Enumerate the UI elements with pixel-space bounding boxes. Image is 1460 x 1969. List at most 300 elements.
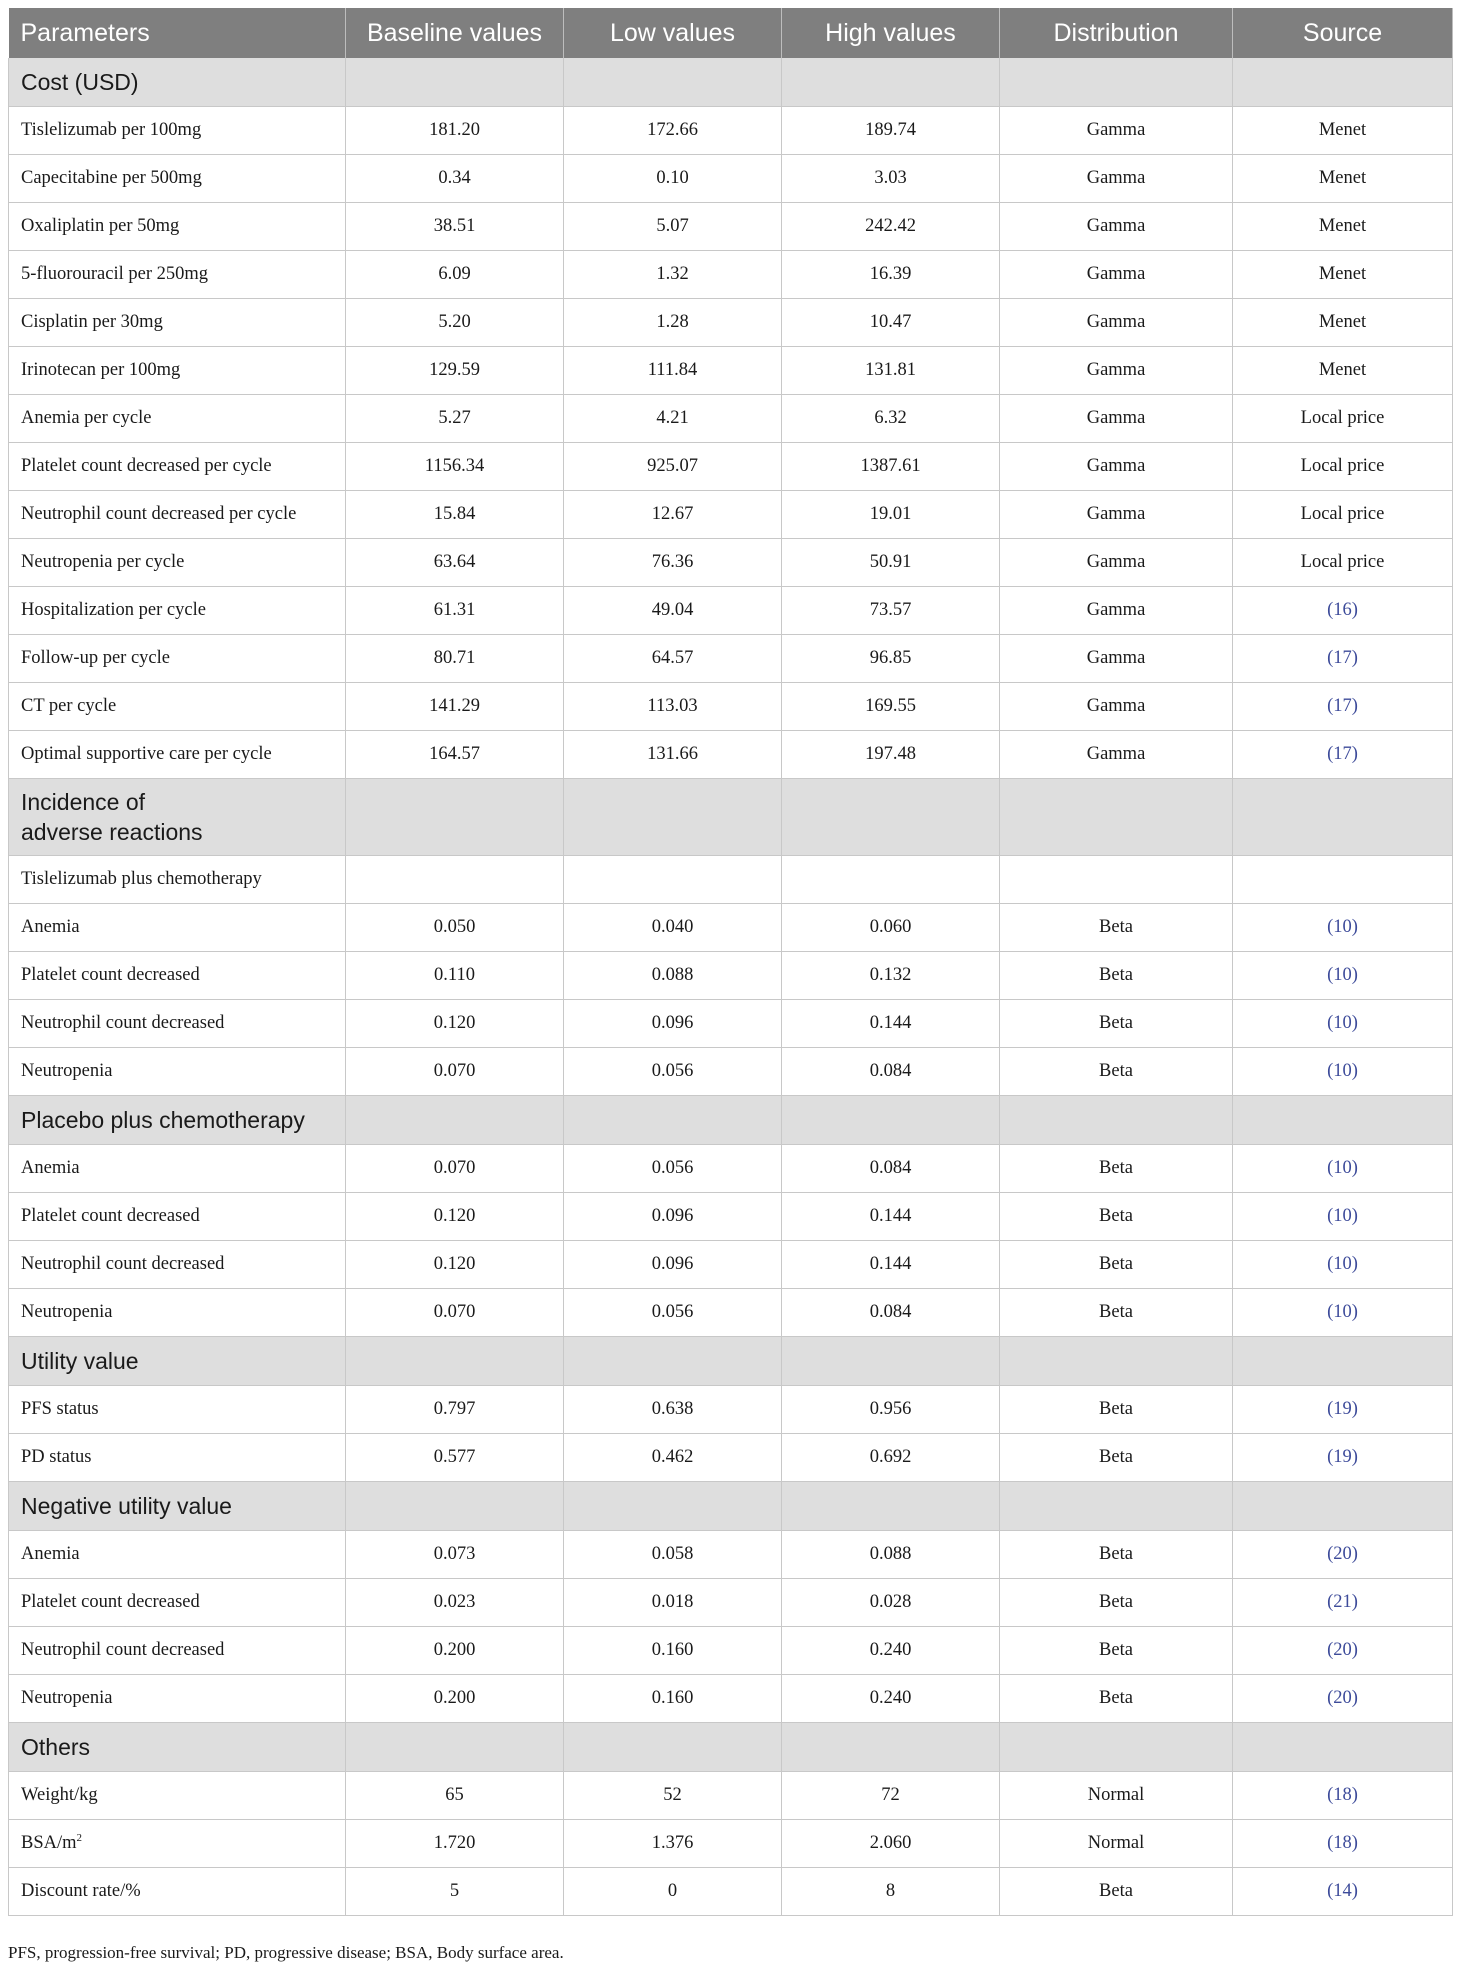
baseline-cell: 0.120 (346, 1000, 564, 1048)
empty-cell (1233, 1337, 1453, 1386)
distribution-cell: Beta (1000, 1531, 1233, 1579)
empty-cell (564, 1482, 782, 1531)
source-reference-link: (20) (1233, 1675, 1453, 1723)
parameter-cell (9, 904, 346, 952)
source-cell: Local price (1233, 539, 1453, 587)
empty-cell (1233, 1482, 1453, 1531)
section-label-line: adverse reactions (21, 819, 203, 845)
low-cell: 0.088 (564, 952, 782, 1000)
baseline-cell: 0.023 (346, 1579, 564, 1627)
baseline-cell: 0.120 (346, 1241, 564, 1289)
parameter-cell (9, 1531, 346, 1579)
low-cell: 0.040 (564, 904, 782, 952)
parameter-cell (9, 443, 346, 491)
table-row (9, 904, 1453, 952)
baseline-cell: 0.110 (346, 952, 564, 1000)
section-label-line: Incidence of (21, 789, 146, 815)
parameter-cell (9, 635, 346, 683)
source-reference-link: (14) (1233, 1868, 1453, 1916)
high-cell: 0.084 (782, 1289, 1000, 1337)
source-reference-link: (16) (1233, 587, 1453, 635)
high-cell: 0.144 (782, 1241, 1000, 1289)
empty-cell (564, 779, 782, 856)
empty-cell (346, 1337, 564, 1386)
table-row (9, 395, 1453, 443)
low-cell: 0.160 (564, 1675, 782, 1723)
table-row (9, 1193, 1453, 1241)
parameter-text: Neutropenia per cycle (21, 552, 185, 572)
high-cell: 131.81 (782, 347, 1000, 395)
empty-cell (1000, 1337, 1233, 1386)
low-cell: 64.57 (564, 635, 782, 683)
source-reference-link: (18) (1233, 1772, 1453, 1820)
high-cell: 73.57 (782, 587, 1000, 635)
header-source: Source (1233, 8, 1453, 58)
section-label: Negative utility value (9, 1482, 346, 1531)
section-label (9, 779, 346, 856)
parameter-text: Capecitabine per 500mg (21, 168, 202, 188)
high-cell: 10.47 (782, 299, 1000, 347)
low-cell: 0.160 (564, 1627, 782, 1675)
parameter-text: Anemia per cycle (21, 408, 152, 428)
distribution-cell: Gamma (1000, 347, 1233, 395)
table-row (9, 1820, 1453, 1868)
parameter-text: Irinotecan per 100mg (21, 360, 181, 380)
high-cell: 8 (782, 1868, 1000, 1916)
distribution-cell: Beta (1000, 1868, 1233, 1916)
low-cell: 0.056 (564, 1289, 782, 1337)
source-cell: Local price (1233, 443, 1453, 491)
parameter-cell (9, 539, 346, 587)
empty-cell (346, 1096, 564, 1145)
table-row (9, 347, 1453, 395)
high-cell: 242.42 (782, 203, 1000, 251)
parameter-cell (9, 251, 346, 299)
parameter-cell (9, 1434, 346, 1482)
parameter-text: Neutropenia (21, 1302, 113, 1322)
table-row (9, 1868, 1453, 1916)
baseline-cell: 61.31 (346, 587, 564, 635)
distribution-cell: Beta (1000, 1289, 1233, 1337)
table-row (9, 587, 1453, 635)
distribution-cell: Normal (1000, 1820, 1233, 1868)
table-row (9, 539, 1453, 587)
distribution-cell: Normal (1000, 1772, 1233, 1820)
high-cell: 96.85 (782, 635, 1000, 683)
header-baseline: Baseline values (346, 8, 564, 58)
subheader-label: Tislelizumab plus chemotherapy (9, 856, 346, 904)
high-cell: 6.32 (782, 395, 1000, 443)
distribution-cell: Gamma (1000, 395, 1233, 443)
empty-cell (782, 779, 1000, 856)
source-reference-link: (10) (1233, 1000, 1453, 1048)
baseline-cell: 63.64 (346, 539, 564, 587)
parameter-text: Follow-up per cycle (21, 648, 170, 668)
empty-cell (346, 856, 564, 904)
source-cell: Menet (1233, 251, 1453, 299)
low-cell: 113.03 (564, 683, 782, 731)
parameter-text: Neutropenia (21, 1061, 113, 1081)
high-cell: 0.240 (782, 1627, 1000, 1675)
parameter-cell (9, 347, 346, 395)
low-cell: 0.462 (564, 1434, 782, 1482)
baseline-cell: 0.050 (346, 904, 564, 952)
distribution-cell: Gamma (1000, 203, 1233, 251)
empty-cell (564, 1337, 782, 1386)
high-cell: 0.240 (782, 1675, 1000, 1723)
parameter-cell (9, 299, 346, 347)
parameter-text: 5-fluorouracil per 250mg (21, 264, 208, 284)
parameter-text: Cisplatin per 30mg (21, 312, 163, 332)
table-row (9, 1675, 1453, 1723)
table-row (9, 155, 1453, 203)
baseline-cell: 0.120 (346, 1193, 564, 1241)
source-reference-link: (21) (1233, 1579, 1453, 1627)
parameter-cell (9, 1579, 346, 1627)
empty-cell (782, 1096, 1000, 1145)
low-cell: 49.04 (564, 587, 782, 635)
baseline-cell: 0.577 (346, 1434, 564, 1482)
low-cell: 0.056 (564, 1048, 782, 1096)
parameter-text: Tislelizumab per 100mg (21, 120, 202, 140)
parameter-cell (9, 587, 346, 635)
low-cell: 5.07 (564, 203, 782, 251)
parameter-cell (9, 731, 346, 779)
source-reference-link: (20) (1233, 1531, 1453, 1579)
empty-cell (1233, 1723, 1453, 1772)
low-cell: 111.84 (564, 347, 782, 395)
section-header-row (9, 1337, 1453, 1386)
empty-cell (564, 1723, 782, 1772)
high-cell: 189.74 (782, 107, 1000, 155)
parameter-cell (9, 107, 346, 155)
high-cell: 197.48 (782, 731, 1000, 779)
table-row (9, 1434, 1453, 1482)
parameter-cell (9, 683, 346, 731)
empty-cell (1000, 58, 1233, 107)
parameter-cell (9, 1048, 346, 1096)
high-cell: 72 (782, 1772, 1000, 1820)
section-header-row (9, 1482, 1453, 1531)
baseline-cell: 1.720 (346, 1820, 564, 1868)
parameter-superscript: 2 (76, 1831, 83, 1844)
parameter-cell (9, 1772, 346, 1820)
subheader-row (9, 856, 1453, 904)
parameter-text: Neutrophil count decreased (21, 1013, 225, 1033)
distribution-cell: Gamma (1000, 731, 1233, 779)
baseline-cell: 0.070 (346, 1048, 564, 1096)
high-cell: 0.060 (782, 904, 1000, 952)
distribution-cell: Beta (1000, 1386, 1233, 1434)
empty-cell (1233, 856, 1453, 904)
baseline-cell: 141.29 (346, 683, 564, 731)
baseline-cell: 0.070 (346, 1145, 564, 1193)
low-cell: 925.07 (564, 443, 782, 491)
parameter-text: Neutrophil count decreased (21, 1254, 225, 1274)
source-reference-link: (10) (1233, 904, 1453, 952)
parameter-text: Optimal supportive care per cycle (21, 744, 272, 764)
high-cell: 0.956 (782, 1386, 1000, 1434)
section-label: Placebo plus chemotherapy (9, 1096, 346, 1145)
parameter-cell (9, 1241, 346, 1289)
section-label: Cost (USD) (9, 58, 346, 107)
parameter-cell (9, 1386, 346, 1434)
source-reference-link: (19) (1233, 1386, 1453, 1434)
parameter-text: Anemia (21, 917, 80, 937)
parameter-text: Anemia (21, 1544, 80, 1564)
source-cell: Menet (1233, 107, 1453, 155)
distribution-cell: Beta (1000, 1675, 1233, 1723)
parameter-text: Platelet count decreased (21, 1592, 200, 1612)
table-row (9, 1048, 1453, 1096)
empty-cell (346, 58, 564, 107)
parameter-cell (9, 203, 346, 251)
baseline-cell: 1156.34 (346, 443, 564, 491)
parameter-text: Platelet count decreased (21, 965, 200, 985)
source-cell: Menet (1233, 203, 1453, 251)
distribution-cell: Beta (1000, 1579, 1233, 1627)
source-reference-link: (18) (1233, 1820, 1453, 1868)
baseline-cell: 164.57 (346, 731, 564, 779)
distribution-cell: Gamma (1000, 635, 1233, 683)
parameters-table (8, 8, 1453, 1916)
header-low: Low values (564, 8, 782, 58)
table-row (9, 1627, 1453, 1675)
high-cell: 1387.61 (782, 443, 1000, 491)
high-cell: 0.088 (782, 1531, 1000, 1579)
parameter-cell (9, 491, 346, 539)
baseline-cell: 5 (346, 1868, 564, 1916)
low-cell: 1.28 (564, 299, 782, 347)
parameter-cell (9, 1145, 346, 1193)
baseline-cell: 0.200 (346, 1675, 564, 1723)
section-header-row (9, 779, 1453, 856)
distribution-cell: Beta (1000, 1048, 1233, 1096)
high-cell: 0.144 (782, 1000, 1000, 1048)
source-reference-link: (10) (1233, 1048, 1453, 1096)
distribution-cell: Gamma (1000, 683, 1233, 731)
high-cell: 2.060 (782, 1820, 1000, 1868)
high-cell: 0.084 (782, 1048, 1000, 1096)
parameter-cell (9, 1000, 346, 1048)
high-cell: 0.084 (782, 1145, 1000, 1193)
parameter-cell (9, 395, 346, 443)
source-cell: Local price (1233, 395, 1453, 443)
baseline-cell: 0.200 (346, 1627, 564, 1675)
baseline-cell: 80.71 (346, 635, 564, 683)
source-reference-link: (17) (1233, 731, 1453, 779)
empty-cell (782, 58, 1000, 107)
distribution-cell: Gamma (1000, 539, 1233, 587)
low-cell: 0.096 (564, 1241, 782, 1289)
low-cell: 12.67 (564, 491, 782, 539)
header-distribution: Distribution (1000, 8, 1233, 58)
table-row (9, 1772, 1453, 1820)
distribution-cell: Beta (1000, 952, 1233, 1000)
high-cell: 16.39 (782, 251, 1000, 299)
parameter-text: Neutrophil count decreased (21, 1640, 225, 1660)
source-reference-link: (10) (1233, 1241, 1453, 1289)
high-cell: 169.55 (782, 683, 1000, 731)
distribution-cell: Gamma (1000, 299, 1233, 347)
high-cell: 3.03 (782, 155, 1000, 203)
distribution-cell: Beta (1000, 904, 1233, 952)
source-reference-link: (10) (1233, 1289, 1453, 1337)
empty-cell (1000, 1723, 1233, 1772)
baseline-cell: 15.84 (346, 491, 564, 539)
parameter-cell (9, 952, 346, 1000)
source-reference-link: (10) (1233, 1145, 1453, 1193)
empty-cell (782, 856, 1000, 904)
table-row (9, 1386, 1453, 1434)
source-reference-link: (19) (1233, 1434, 1453, 1482)
parameter-text: Anemia (21, 1158, 80, 1178)
low-cell: 172.66 (564, 107, 782, 155)
empty-cell (346, 1482, 564, 1531)
high-cell: 0.132 (782, 952, 1000, 1000)
parameter-text: BSA/m (21, 1833, 77, 1853)
section-header-row (9, 1096, 1453, 1145)
parameter-text: PD status (21, 1447, 92, 1467)
source-reference-link: (17) (1233, 683, 1453, 731)
header-high: High values (782, 8, 1000, 58)
empty-cell (782, 1337, 1000, 1386)
source-reference-link: (20) (1233, 1627, 1453, 1675)
low-cell: 4.21 (564, 395, 782, 443)
baseline-cell: 0.797 (346, 1386, 564, 1434)
high-cell: 19.01 (782, 491, 1000, 539)
distribution-cell: Beta (1000, 1145, 1233, 1193)
source-reference-link: (17) (1233, 635, 1453, 683)
parameter-text: Hospitalization per cycle (21, 600, 206, 620)
parameter-text: PFS status (21, 1399, 99, 1419)
low-cell: 1.376 (564, 1820, 782, 1868)
header-row (9, 8, 1453, 58)
parameter-text: Neutropenia (21, 1688, 113, 1708)
parameter-text: CT per cycle (21, 696, 117, 716)
parameter-cell (9, 1289, 346, 1337)
parameter-text: Neutrophil count decreased per cycle (21, 504, 297, 524)
low-cell: 0.096 (564, 1193, 782, 1241)
baseline-cell: 0.070 (346, 1289, 564, 1337)
empty-cell (564, 856, 782, 904)
baseline-cell: 0.073 (346, 1531, 564, 1579)
source-cell: Local price (1233, 491, 1453, 539)
section-header-row (9, 1723, 1453, 1772)
empty-cell (346, 1723, 564, 1772)
low-cell: 76.36 (564, 539, 782, 587)
baseline-cell: 0.34 (346, 155, 564, 203)
high-cell: 0.692 (782, 1434, 1000, 1482)
baseline-cell: 5.27 (346, 395, 564, 443)
parameter-text: Platelet count decreased per cycle (21, 456, 272, 476)
distribution-cell: Beta (1000, 1627, 1233, 1675)
low-cell: 0.056 (564, 1145, 782, 1193)
source-cell: Menet (1233, 347, 1453, 395)
distribution-cell: Gamma (1000, 251, 1233, 299)
table-container (8, 8, 1452, 1916)
empty-cell (564, 58, 782, 107)
table-row (9, 635, 1453, 683)
baseline-cell: 181.20 (346, 107, 564, 155)
table-row (9, 107, 1453, 155)
section-header-row (9, 58, 1453, 107)
distribution-cell: Gamma (1000, 587, 1233, 635)
distribution-cell: Beta (1000, 1000, 1233, 1048)
distribution-cell: Gamma (1000, 155, 1233, 203)
low-cell: 0 (564, 1868, 782, 1916)
low-cell: 0.018 (564, 1579, 782, 1627)
empty-cell (1000, 1096, 1233, 1145)
parameter-cell (9, 1627, 346, 1675)
table-row (9, 1579, 1453, 1627)
baseline-cell: 6.09 (346, 251, 564, 299)
table-row (9, 203, 1453, 251)
distribution-cell: Beta (1000, 1193, 1233, 1241)
empty-cell (1000, 856, 1233, 904)
table-row (9, 1531, 1453, 1579)
parameter-text: Platelet count decreased (21, 1206, 200, 1226)
parameter-cell (9, 155, 346, 203)
source-cell: Menet (1233, 299, 1453, 347)
table-row (9, 443, 1453, 491)
table-row (9, 683, 1453, 731)
empty-cell (1233, 58, 1453, 107)
parameter-text: Discount rate/% (21, 1881, 141, 1901)
source-reference-link: (10) (1233, 1193, 1453, 1241)
high-cell: 0.028 (782, 1579, 1000, 1627)
empty-cell (1000, 1482, 1233, 1531)
source-cell: Menet (1233, 155, 1453, 203)
table-row (9, 1145, 1453, 1193)
section-label: Utility value (9, 1337, 346, 1386)
parameter-text: Weight/kg (21, 1785, 98, 1805)
low-cell: 52 (564, 1772, 782, 1820)
table-row (9, 491, 1453, 539)
high-cell: 50.91 (782, 539, 1000, 587)
empty-cell (346, 779, 564, 856)
header-parameters: Parameters (9, 8, 346, 58)
distribution-cell: Gamma (1000, 491, 1233, 539)
parameter-cell (9, 1868, 346, 1916)
distribution-cell: Beta (1000, 1434, 1233, 1482)
low-cell: 0.638 (564, 1386, 782, 1434)
baseline-cell: 38.51 (346, 203, 564, 251)
low-cell: 0.058 (564, 1531, 782, 1579)
high-cell: 0.144 (782, 1193, 1000, 1241)
source-reference-link: (10) (1233, 952, 1453, 1000)
parameter-cell (9, 1675, 346, 1723)
parameter-cell (9, 1820, 346, 1868)
table-row (9, 299, 1453, 347)
table-row (9, 731, 1453, 779)
table-row (9, 1289, 1453, 1337)
low-cell: 0.096 (564, 1000, 782, 1048)
table-footnote: PFS, progression-free survival; PD, progressive disease; BSA, Body surface area. (8, 1943, 564, 1962)
parameter-text: Oxaliplatin per 50mg (21, 216, 180, 236)
empty-cell (782, 1723, 1000, 1772)
distribution-cell: Gamma (1000, 443, 1233, 491)
parameter-cell (9, 1193, 346, 1241)
empty-cell (1233, 1096, 1453, 1145)
table-row (9, 1000, 1453, 1048)
low-cell: 131.66 (564, 731, 782, 779)
table-row (9, 952, 1453, 1000)
distribution-cell: Beta (1000, 1241, 1233, 1289)
table-row (9, 1241, 1453, 1289)
table-row (9, 251, 1453, 299)
baseline-cell: 5.20 (346, 299, 564, 347)
